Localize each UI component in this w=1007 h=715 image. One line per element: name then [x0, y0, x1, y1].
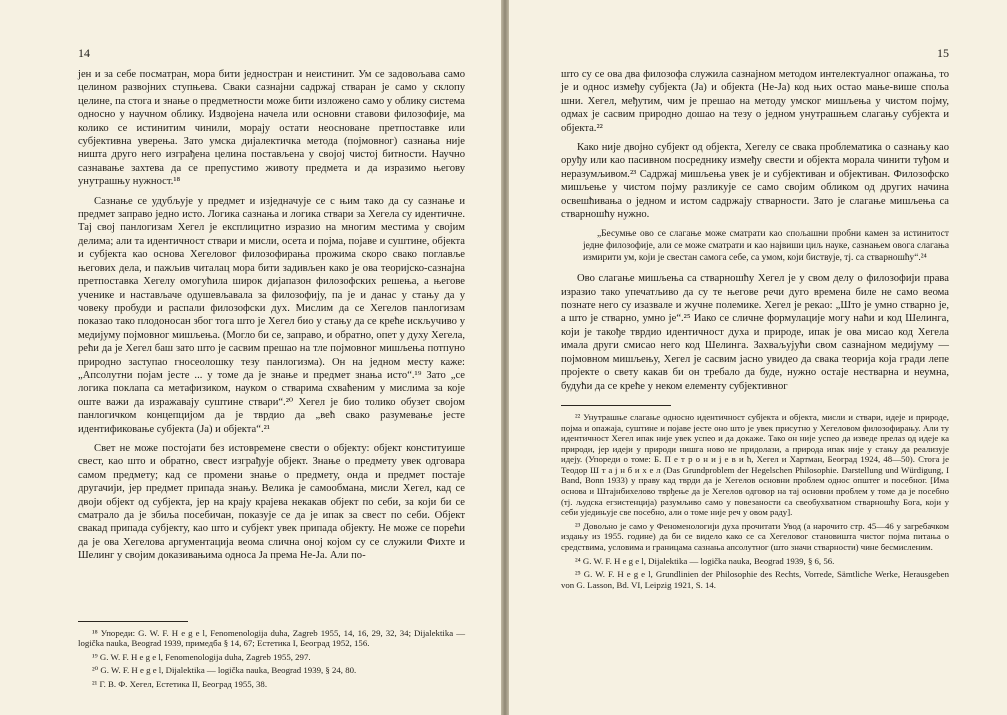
page-number: 15 [937, 46, 949, 60]
footnote: ¹⁹ G. W. F. H e g e l, Fenomenologija duha, Zagreb 1955, 297. [92, 651, 311, 662]
paragraph: Како није двојно субјект од објекта, Хегелу се свака проблематика о сазнању као оруђу или као пасивном посреднику између свести и објекта морала чинити туђом и неразумљивом.²³ Садржај мишљења увек је и субјективан и објективан. Филозофско мишљење у чистом појму разликује се само својим обликом од других начина освешћивања о једном и истом садржају стварности. Зато је слагање мишљења са стварношћу нужно. [561, 142, 949, 221]
block-quote [561, 229, 949, 264]
page-number: 14 [78, 46, 90, 60]
footnotes [78, 628, 465, 690]
paragraph: Сазнање се удубљује у предмет и изједначује се с њим тако да су сазнање и предмет заправо једно исто. Логика сазнања и логика ствари за Хегела су идентичне. Тај свој панлогизам Хегел је експлицитно изразио на многим местима у својим делима; али та идентичност ствари и мисли, осета и појма, појаве и суштине, објекта и субјекта као основа Хегеловог филозофирања прожима скоро свако поглавље његових дела, и пажљив читалац мора бити задивљен како је ова теоријско-сазнајна претпоставка Хегелу омогућила широк дијапазон филозофских решења, а његове ученике и настављаче одушевљавала за филозофију, па је и данас у стању да у човеку пробуди и распали филозофски дух. Мислим да се Хегелов панлогизам показао тако плодоносан због тога што је Хегел био у стању да се креће искључиво у медијуму појмовног мишљења. (Могло би се, заправо, и обратно, опет у духу Хегела, рећи да је Хегел баш зато што је сасвим прешао на тле појмовног мишљења потпуно природно заступао гносеолошку тезу панлогизма). Он на једном месту каже: „Апсолутни појам јесте ... у томе да је знање и предмет знања исто“.¹⁹ Зато „се логика поклапа са метафизиком, науком о стварима схваћеним у мислима за које оште важи да изражавају суштине ствари“.²⁰ Хегел је био толико обузет својом панлогичком концепцијом да је тврдио да „већ свако разумевање јесте идентификовање субјекта (Ја) и објекта“.²¹ [78, 195, 465, 435]
quote-text: „Бесумње ово се слагање може сматрати као спољашни пробни камен за истинитост једне филозофије, али се може сматрати и као највиши циљ науке, сазнањем овога слагања измирити ум, који је свестан самога себе, са умом, који биствује, тј. са стварношћу“.²⁴ [583, 229, 949, 263]
paragraph: што су се ова два филозофа служила сазнајном методом интелектуалног опажања, то је и однос између субјекта (Ја) и објекта (Не-Ја) код њих остао мање-више споља​шни. Хегел, међутим, чим је прешао на методу умског мишљења у чистом појму, одмах је сасвим природно дошао на тезу о једном унутрашњем слагању субјекта и објекта.²² [561, 69, 949, 134]
book-gutter [501, 0, 509, 715]
footnote-divider [78, 621, 188, 622]
paragraph: Ово слагање мишљења са стварношћу Хегел је у свом делу о филозофији права изразио тако упечатљиво да су те његове речи дуго времена биле не само веома познате него су изазвале и жучне полемике. Хегел је рекао: „Што је умно стварно је, а што је стварно, умно је“.²⁵ Иако се сличне формулације могу наћи и код Шелинга, који је такође тврдио идентичност духа и природе, ипак је ова мисао код Хегела имала други смисао него код Шелинга. Захваљујући свом сазнајном медијуму — појмовном мишљењу, Хегел је сасвим јасно увидео да свака теорија која гради лепе пројекте о свету какав би он требало да буде, нужно остаје нестварна и неумна, будући да се креће у неком елементу субјективног [561, 273, 949, 392]
left-page [0, 0, 501, 715]
footnote: ²¹ Г. В. Ф. Хегел, Естетика II, Београд 1955, 38. [92, 679, 268, 689]
footnotes [561, 412, 949, 591]
footnote: ²² Унутрашње слагање односно идентичност субјекта и објекта, мисли и ствари, идеје и природе, појма и опажаја, суштине и појаве јесте оно што је увек присутно у Хегеловом филозофирању. Али ту идентичност Хегел ипак није увек успео и да докаже. Тако он није успео да изведе прелаз од идеје ка природи, јер идеји у природи нишга ново не придолази, а природа ипак није у стању да реализује идеју. (Упореди о томе: Б. П е т р о н и ј е в и ћ, Хегел и Хартман, Београд 1924, 48—50). Стога је Теодор Ш т а ј н б и х е л (Das Grundproblem der Hegelschen Philosophie. Darstellung und Würdigung, I Band, Bonn 1933) у праву кад тврди да је Хегелов основни проблем однос општег и посебног. [Има основа и Штајнбихелово тврђење да је Хегелов одговор на тај основни проблем у томе да је посебно (тј. људска егзистенција) разумљиво само у повезаности са свеобухватном стварношћу Бога, који у себи уједињује све посебно, али о томе није реч у овом раду]. [561, 411, 949, 518]
footnote: ²⁴ G. W. F. H e g e l, Dijalektika — logička nauka, Beograd 1939, § 6, 56. [575, 555, 835, 566]
footnote: ²⁵ G. W. F. H e g e l, Grundlinien der Philosophie des Rechts, Vorrede, Sämtliche Werke, Herausgeben von G. Lasson, Bd. VI, Leipzig 1921, S. 14. [561, 569, 949, 590]
main-text [78, 68, 465, 563]
footnote: ²³ Довољно је само у Феноменологији духа прочитати Увод (а нарочито стр. 45—46 у загребачком издању из 1955. године) да би се видело како се са Хегеловог становишта чистог појма питања о средствима, условима и границама сазнања апсолутног (што значи стварности) чине бесмисленим. [561, 520, 949, 553]
right-page [509, 0, 1007, 715]
footnote-divider [561, 405, 671, 406]
footnote: ²⁰ G. W. F. H e g e l, Dijalektika — logička nauka, Beograd 1939, § 24, 80. [92, 665, 357, 676]
paragraph: јен и за себе посматран, мора бити једностран и неистинит. Ум се задовољава само целином развојних ступњева. Сваки сазнајни садржај стваран је само у склопу целине, па стога и знање о предметности може бити изложено само у облику система односно у научном облику. Издвојена начела или основни ставови филозофије, ма колико се истинитим чинили, морају остати неосноване претпоставке или субјективна уверења. Зато умска дијалектичка метода (појмовног) сазнања није ништа друго него изграђена целина постављена у својој чистој битности. Научно сазнавање захтева да се препустимо животу предмета и да изразимо његову унутрашњу нужност.¹⁸ [78, 69, 465, 188]
main-text [561, 68, 949, 393]
paragraph: Свет не може постојати без истовремене свести о објекту: објект конституише свест, као што и обратно, свест изграђује објект. Знање о предмету увек одговара самом предмету; кад се промени знање о предмету, онда и предмет постаје другачији, јер предмет припада знању. Велика је самообмана, мисли Хегел, кад се двоји објект од субјекта, јер на крају крајева некакав објект по себи, за који би се сматрало да је збиља посебичан, показује се да је ипак за свест по себи. Објект свакад припада субјекту, као што и субјект увек припада објекту. Не може се порећи да је ова Хегелова аргументација веома слична оној којом су се служили Фихте и Шелинг у својим доказивањима односа Ја према Не-Ја. Али по- [78, 442, 465, 562]
footnote: ¹⁸ Упореди: G. W. F. H e g e l, Fenomenologija duha, Zagreb 1955, 14, 16, 29, 32, 34; Dijalektika — logička nauka, Beograd 1939, примедба § 14, 67; Естетика I, Београд 1952, 156. [78, 627, 465, 649]
